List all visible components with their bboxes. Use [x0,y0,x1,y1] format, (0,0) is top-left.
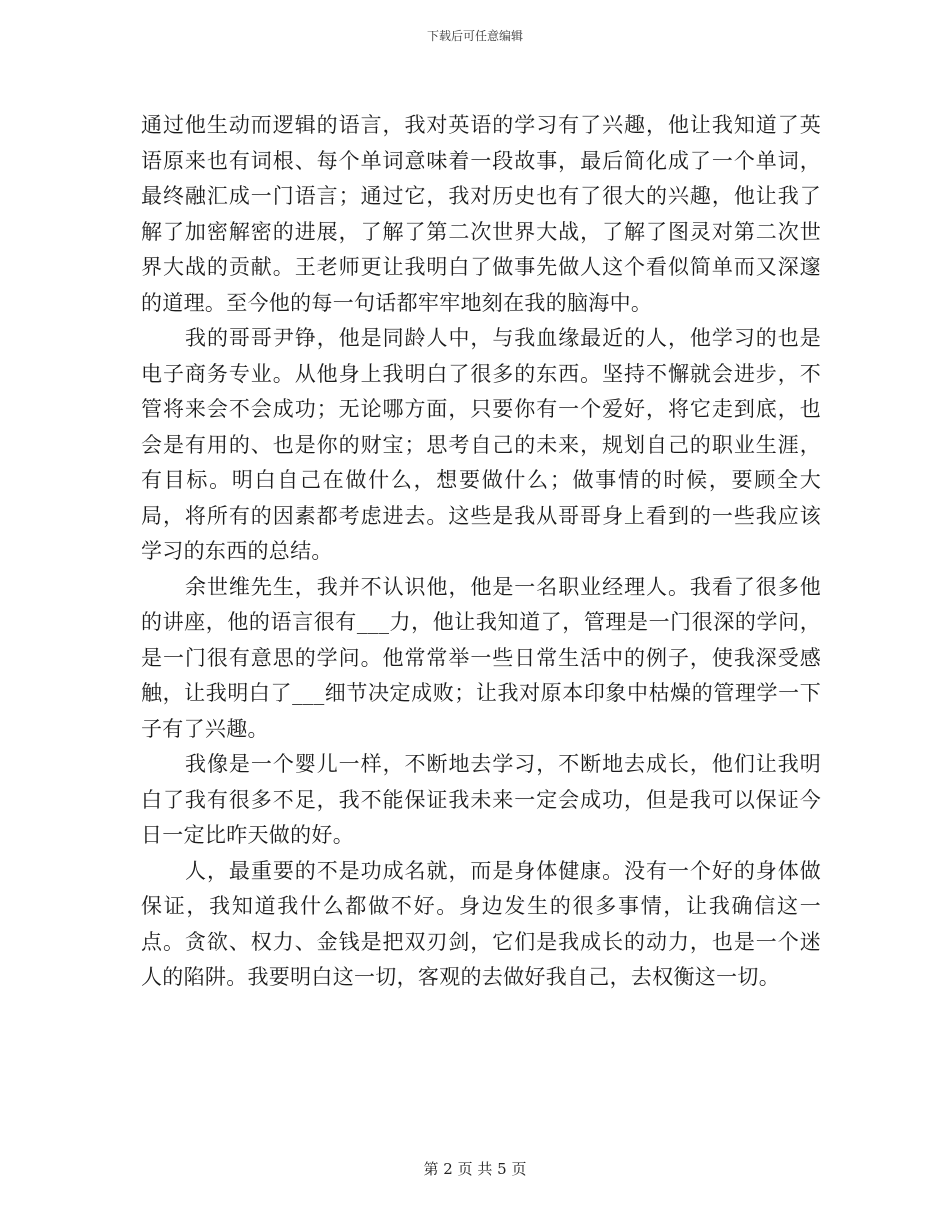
paragraph-4: 我像是一个婴儿一样，不断地去学习，不断地去成长，他们让我明白了我有很多不足，我不能保证我未来一定会成功，但是我可以保证今日一定比昨天做的好。 [141,752,821,847]
paragraph-1: 通过他生动而逻辑的语言，我对英语的学习有了兴趣，他让我知道了英语原来也有词根、每个单词意味着一段故事，最后简化成了一个单词，最终融汇成一门语言；通过它，我对历史也有了很大的兴趣，他让我了解了加密解密的进展，了解了第二次世界大战，了解了图灵对第二次世界大战的贡献。王老师更让我明白了做事先做人这个看似简单而又深邃的道理。至今他的每一句话都牢牢地刻在我的脑海中。 [141,113,821,315]
paragraph-3: 余世维先生，我并不认识他，他是一名职业经理人。我看了很多他的讲座，他的语言很有___力，他让我知道了，管理是一门很深的学问，是一门很有意思的学问。他常常举一些日常生活中的例子，使我深受感触，让我明白了___细节决定成败；让我对原本印象中枯燥的管理学一下子有了兴趣。 [141,574,821,741]
page-number-footer: 第 2 页 共 5 页 [423,1160,527,1178]
document-body [141,108,821,996]
paragraph-5: 人，最重要的不是功成名就，而是身体健康。没有一个好的身体做保证，我知道我什么都做不好。身边发生的很多事情，让我确信这一点。贪欲、权力、金钱是把双刃剑，它们是我成长的动力，也是一个迷人的陷阱。我要明白这一切，客观的去做好我自己，去权衡这一切。 [141,858,821,989]
page-header: 下载后可任意编辑 [426,29,523,43]
paragraph-2: 我的哥哥尹铮，他是同龄人中，与我血缘最近的人，他学习的也是电子商务专业。从他身上我明白了很多的东西。坚持不懈就会进步，不管将来会不会成功；无论哪方面，只要你有一个爱好，将它走到底，也会是有用的、也是你的财宝；思考自己的未来，规划自己的职业生涯，有目标。明白自己在做什么，想要做什么；做事情的时候，要顾全大局，将所有的因素都考虑进去。这些是我从哥哥身上看到的一些我应该学习的东西的总结。 [141,326,821,563]
